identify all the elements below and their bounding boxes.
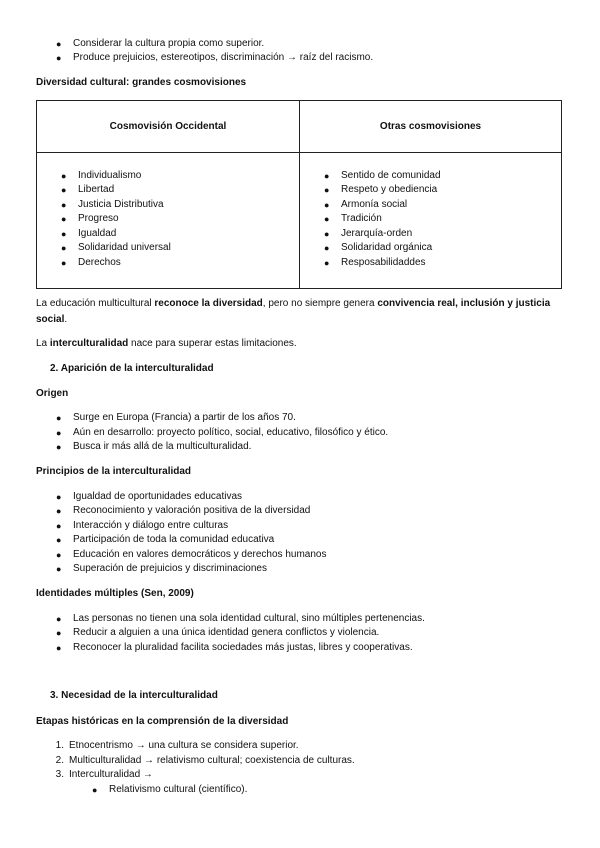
document-page: ● Considerar la cultura propia como superior. ● Produce prejuicios, estereotipos, discriminación → raíz del racismo. Diversidad cultural: grandes cosmovisiones Cosmovisión Occidental Otras cosmovisiones ● Individualismo ● Libertad ● Justicia Distributiva ● Progreso ● Igualdad ● Solidaridad universal ● Derechos ● Sentido de comunidad ● Respeto y obediencia ● Armonía social ● Tradición ● Jerarquía-orden ● Solidaridad orgánica ● Resposabilidaddes La educación multicultural reconoce la diversidad, pero no siempre genera convivencia real, inclusión y justicia social. La interculturalidad nace para superar estas limitaciones. 2. Aparición de la interculturalidad Origen ● Surge en Europa (Francia) a partir de los años 70. ● Aún en desarrollo: proyecto político, social, educativo, filosófico y ético. ● Busca ir más allá de la multiculturalidad. Principios de la interculturalidad ● Igualdad de oportunidades educativas ● Reconocimiento y valoración positiva de la diversidad ● Interacción y diálogo entre culturas ● Participación de toda la comunidad educativa ● Educación en valores democráticos y derechos humanos ● Superación de prejuicios y discriminaciones Identidades múltiples (Sen, 2009) ● Las personas no tienen una sola identidad cultural, sino múltiples pertenencias. ● Reducir a alguien a una única identidad genera conflictos y violencia. ● Reconocer la pluralidad facilita sociedades más justas, libres y cooperativas. 3. Necesidad de la interculturalidad Etapas históricas en la comprensión de la diversidad 1. Etnocentrismo → una cultura se considera superior. 2. Multiculturalidad → relativismo cultural; coexistencia de culturas. 3. Interculturalidad → ● Relativismo cultural (científico). <box>0 0 600 848</box>
table-cell-right: ● Sentido de comunidad ● Respeto y obediencia ● Armonía social ● Tradición ● Jerarquía-orden ● Solidaridad orgánica ● Resposabilidaddes <box>300 153 562 289</box>
origen-heading: Origen <box>36 388 69 399</box>
identidades-heading: Identidades múltiples (Sen, 2009) <box>36 588 194 599</box>
table-header-left: Cosmovisión Occidental <box>37 101 300 153</box>
section-2-title: 2. Aparición de la interculturalidad <box>50 363 214 374</box>
section-3-title: 3. Necesidad de la interculturalidad <box>50 690 218 701</box>
interculturalidad-paragraph: La interculturalidad nace para superar estas limitaciones. <box>36 338 297 349</box>
cosmovision-table <box>36 100 562 289</box>
etapas-heading: Etapas históricas en la comprensión de la diversidad <box>36 716 289 727</box>
principios-heading: Principios de la interculturalidad <box>36 466 192 477</box>
diversity-heading: Diversidad cultural: grandes cosmovisiones <box>36 77 247 88</box>
table-header-right: Otras cosmovisiones <box>300 101 562 153</box>
multicultural-paragraph: La educación multicultural reconoce la diversidad, pero no siempre genera convivencia real, inclusión y justicia social. <box>36 298 551 325</box>
table-cell-left: ● Individualismo ● Libertad ● Justicia Distributiva ● Progreso ● Igualdad ● Solidaridad universal ● Derechos <box>37 153 300 289</box>
